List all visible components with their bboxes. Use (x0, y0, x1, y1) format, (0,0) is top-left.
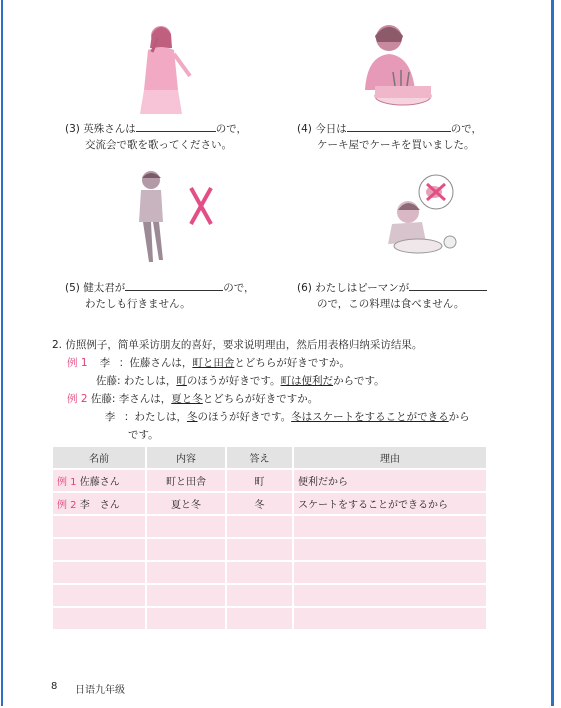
table-row-empty[interactable] (53, 607, 487, 629)
dialogue-text: のほうが好きです。 (197, 411, 292, 423)
empty-cell[interactable] (53, 584, 146, 607)
empty-cell[interactable] (146, 538, 226, 561)
empty-cell[interactable] (146, 607, 226, 629)
speaker: 李 (104, 411, 116, 423)
dialogue-text: ：佐藤さんは， (118, 357, 193, 369)
example-2-answer-cont: です。 (128, 429, 159, 441)
name-value: 李 さん (79, 500, 120, 511)
dialogue-text: からです。 (333, 375, 385, 387)
exercise-text: 英殊さんは (83, 123, 136, 135)
name-value: 佐藤さん (79, 477, 120, 488)
exercise-number: (4) (297, 123, 312, 135)
exercise-text: ので，この料理は食べません。 (317, 298, 465, 310)
answer-cell: 冬 (226, 492, 293, 515)
exercise-text: ので， (450, 123, 483, 135)
empty-cell[interactable] (226, 561, 293, 584)
empty-cell[interactable] (146, 561, 226, 584)
dialogue-underlined: 夏と冬 (171, 393, 203, 405)
table-header-row (53, 447, 487, 469)
section-2-heading: 2. 仿照例子，简单采访朋友的喜好，要求说明理由，然后用表格归纳采访结果。 (52, 339, 423, 351)
table-row-empty[interactable] (53, 561, 487, 584)
header-name: 名前 (53, 447, 146, 469)
speaker: 佐藤 (96, 375, 117, 387)
exercise-4 (297, 120, 482, 153)
empty-cell[interactable] (226, 607, 293, 629)
example-2-answer (96, 409, 470, 425)
dialogue-text: : 李さんは， (111, 393, 172, 405)
exercise-text: わたしも行きません。 (85, 298, 191, 310)
empty-cell[interactable] (226, 584, 293, 607)
name-cell (53, 469, 146, 492)
dialogue-text: とどちらが好きですか。 (202, 393, 319, 405)
content-cell: 夏と冬 (146, 492, 226, 515)
dialogue-text: から (448, 411, 470, 423)
exercise-3 (65, 120, 247, 153)
cake-woman-illustration (355, 20, 435, 112)
empty-cell[interactable] (293, 584, 487, 607)
example-label: 例 1 (57, 477, 77, 488)
empty-cell[interactable] (146, 515, 226, 538)
empty-cell[interactable] (146, 584, 226, 607)
reason-cell: スケートをすることができるから (293, 492, 487, 515)
name-cell (53, 492, 146, 515)
answer-cell: 町 (226, 469, 293, 492)
example-label: 例 1 (67, 357, 88, 369)
empty-cell[interactable] (293, 607, 487, 629)
header-answer: 答え (226, 447, 293, 469)
dialogue-text: とどちらが好きですか。 (234, 357, 350, 369)
exercise-number: (3) (65, 123, 80, 135)
table-row-empty[interactable] (53, 538, 487, 561)
empty-cell[interactable] (226, 515, 293, 538)
empty-cell[interactable] (53, 561, 146, 584)
exercise-text: わたしはピーマンが (315, 282, 410, 294)
dialogue-underlined: 町 (176, 375, 187, 387)
exercise-number: (5) (65, 282, 80, 294)
answer-blank[interactable] (136, 120, 216, 132)
dialogue-underlined: 冬はスケートをすることができる (291, 411, 449, 423)
empty-cell[interactable] (293, 561, 487, 584)
example-1-question (67, 355, 350, 371)
dialogue-text: のほうが好きです。 (186, 375, 281, 387)
empty-cell[interactable] (293, 515, 487, 538)
exercise-text: ケーキ屋でケーキを買いました。 (317, 139, 475, 151)
exercise-text: 交流会で歌を歌ってください。 (85, 139, 232, 151)
example-2-question (67, 391, 318, 407)
page-number: 8 (51, 681, 58, 692)
table-row-empty[interactable] (53, 584, 487, 607)
exercise-text: ので， (215, 123, 248, 135)
dialogue-underlined: 町と田舎 (192, 357, 235, 369)
exercise-5 (65, 279, 255, 312)
example-label: 例 2 (67, 393, 88, 405)
walking-boy-illustration (135, 166, 225, 266)
example-1-answer (96, 373, 385, 389)
exercise-6 (297, 279, 487, 312)
empty-cell[interactable] (226, 538, 293, 561)
results-table (53, 447, 488, 629)
table-row (53, 492, 487, 515)
speaker: 李 (99, 357, 111, 369)
table-row-empty[interactable] (53, 515, 487, 538)
dialogue-text: : わたしは， (117, 375, 177, 387)
dialogue-text: ：わたしは， (124, 411, 187, 423)
singing-girl-illustration (128, 20, 198, 116)
header-content: 内容 (146, 447, 226, 469)
exercise-text: ので， (223, 282, 255, 294)
exercise-text: 健太君が (83, 282, 126, 294)
boy-pepper-illustration (378, 172, 468, 258)
dialogue-underlined: 町は便利だ (280, 375, 334, 387)
speaker: 佐藤 (90, 393, 112, 405)
exercise-text: 今日は (315, 123, 347, 135)
answer-blank[interactable] (125, 279, 223, 291)
answer-blank[interactable] (409, 279, 487, 291)
content-cell: 町と田舎 (146, 469, 226, 492)
exercise-number: (6) (297, 282, 312, 294)
book-title: 日语九年级 (75, 685, 125, 696)
header-reason: 理由 (293, 447, 487, 469)
empty-cell[interactable] (53, 538, 146, 561)
reason-cell: 便利だから (293, 469, 487, 492)
example-label: 例 2 (57, 500, 77, 511)
table-row (53, 469, 487, 492)
dialogue-underlined: 冬 (187, 411, 198, 423)
empty-cell[interactable] (53, 607, 146, 629)
empty-cell[interactable] (293, 538, 487, 561)
answer-blank[interactable] (347, 120, 451, 132)
empty-cell[interactable] (53, 515, 146, 538)
